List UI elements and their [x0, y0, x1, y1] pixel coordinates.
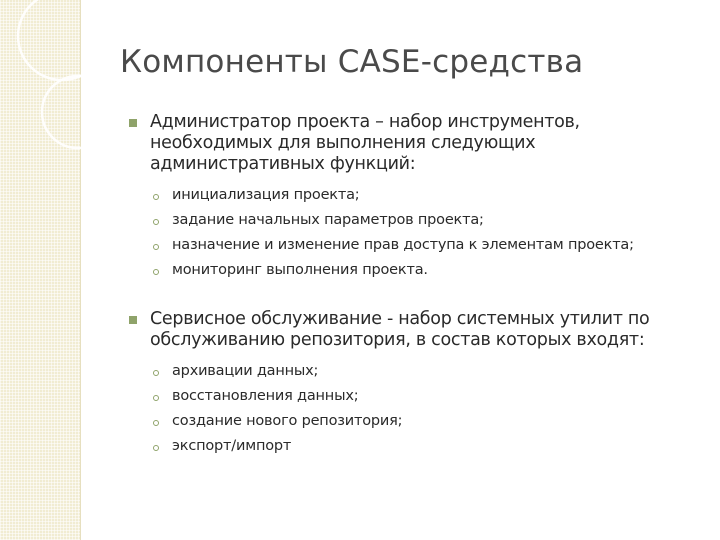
circle-bullet-icon [153, 420, 159, 426]
circle-bullet-icon [153, 445, 159, 451]
list-item-text: назначение и изменение прав доступа к элементам проекта; [172, 237, 634, 253]
list-item [150, 208, 703, 233]
list-item [150, 359, 703, 384]
sub-list [150, 183, 703, 283]
section-project-administrator [128, 112, 703, 283]
circle-bullet-icon [153, 269, 159, 275]
slide-title: Компоненты CASE-средства [120, 44, 584, 80]
list-item [150, 434, 703, 459]
decorative-circles-icon [0, 0, 120, 160]
sub-list [150, 359, 703, 459]
list-item-text: создание нового репозитория; [172, 413, 403, 429]
list-item [150, 233, 703, 258]
section-text: Администратор проекта – набор инструментов, необходимых для выполнения следующих административных функций: [150, 112, 580, 174]
square-bullet-icon [129, 316, 137, 324]
list-item-text: мониторинг выполнения проекта. [172, 262, 428, 278]
list-item [150, 258, 703, 283]
circle-bullet-icon [153, 370, 159, 376]
list-item-text: инициализация проекта; [172, 187, 360, 203]
list-item [150, 384, 703, 409]
list-item-text: экспорт/импорт [172, 438, 292, 454]
circle-bullet-icon [153, 244, 159, 250]
list-item-text: архивации данных; [172, 363, 319, 379]
section-service-maintenance [128, 309, 703, 459]
slide-content [128, 112, 703, 459]
circle-bullet-icon [153, 395, 159, 401]
section-text: Сервисное обслуживание - набор системных утилит по обслуживанию репозитория, в состав которых входят: [150, 309, 650, 350]
list-item [150, 183, 703, 208]
list-item [150, 409, 703, 434]
list-item-text: задание начальных параметров проекта; [172, 212, 484, 228]
list-item-text: восстановления данных; [172, 388, 359, 404]
circle-bullet-icon [153, 194, 159, 200]
square-bullet-icon [129, 119, 137, 127]
circle-bullet-icon [153, 219, 159, 225]
